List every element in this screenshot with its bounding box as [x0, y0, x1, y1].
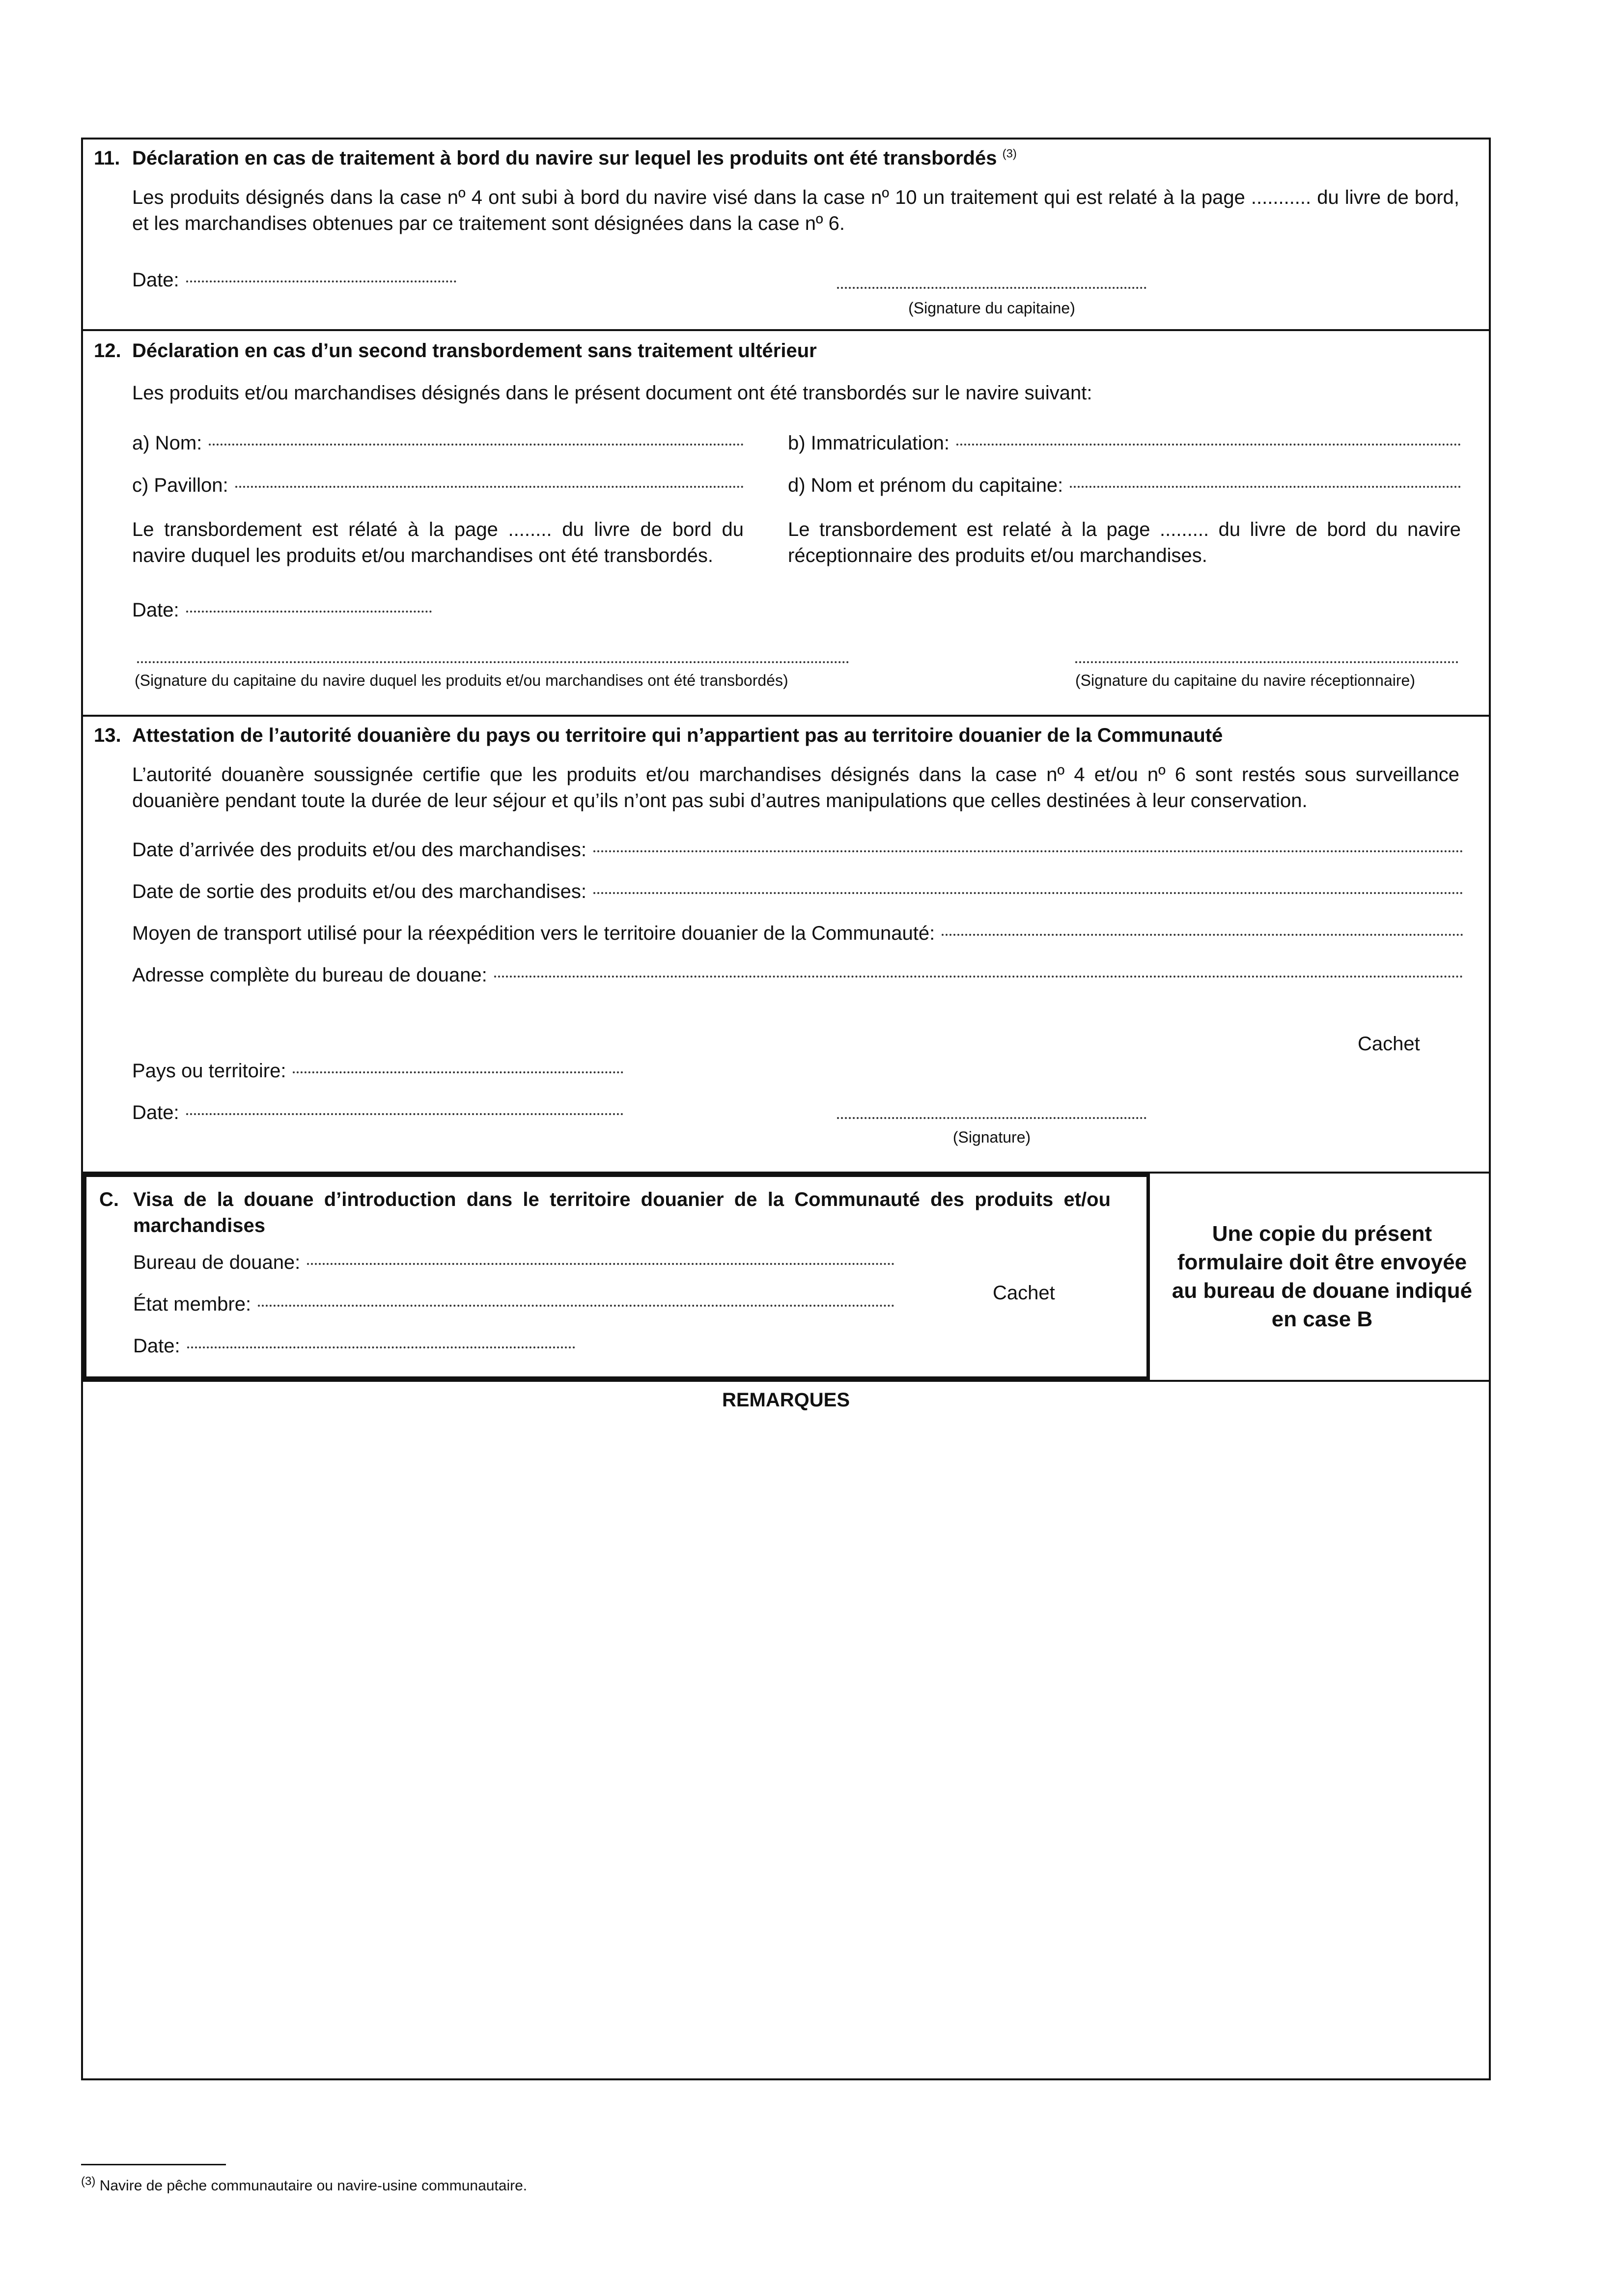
- adresse-bureau-field[interactable]: [132, 962, 1463, 988]
- etat-membre-field[interactable]: [133, 1291, 894, 1317]
- section-12-date-line: [186, 611, 432, 613]
- section-12-number: 12.: [94, 340, 121, 362]
- section-11-date-line: [186, 280, 456, 282]
- box-c-title: Visa de la douane d’introduction dans le territoire douanier de la Communauté des produits et/ou marchandises: [133, 1189, 1111, 1236]
- box-c-date-line: [187, 1346, 575, 1348]
- section-11-number: 11.: [94, 147, 120, 169]
- date-sortie-line: [593, 892, 1463, 894]
- footnote-rule: [81, 2164, 226, 2165]
- section-11-signature-line[interactable]: [837, 287, 1146, 289]
- section-12-signature-label-left: (Signature du capitaine du navire duquel les produits et/ou marchandises ont été transbordés): [135, 672, 788, 689]
- immatriculation-field[interactable]: [788, 430, 1461, 456]
- nom-label: a) Nom:: [132, 432, 202, 454]
- footnote-ref: (3): [81, 2175, 96, 2188]
- bureau-douane-label: Bureau de douane:: [133, 1252, 301, 1273]
- section-13-date-field[interactable]: [132, 1100, 623, 1126]
- section-12: [83, 331, 1489, 717]
- section-11-title: [132, 145, 1469, 171]
- etat-membre-label: État membre:: [133, 1293, 251, 1315]
- adresse-bureau-line: [494, 976, 1463, 978]
- box-c: [83, 1174, 1150, 1380]
- section-11-date-label: Date:: [132, 269, 179, 291]
- pavillon-label: c) Pavillon:: [132, 475, 228, 496]
- section-12-intro: Les produits et/ou marchandises désignés dans le présent document ont été transbordés sur le navire suivant:: [132, 382, 1092, 404]
- bureau-douane-field[interactable]: [133, 1250, 894, 1276]
- footnote: [81, 2174, 527, 2196]
- section-11-text: Les produits désignés dans la case nº 4 ont subi à bord du navire visé dans la case nº 10 un traitement qui est relaté à la page ........... du livre de bord, et les marchandises obtenues par ce traitement sont désignées dans la case nº 6.: [132, 187, 1459, 234]
- pavillon-field[interactable]: [132, 473, 744, 499]
- copy-note: [1151, 1174, 1493, 1380]
- section-13-title: Attestation de l’autorité douanière du pays ou territoire qui n’appartient pas au territoire douanier de la Communauté: [132, 725, 1223, 746]
- box-c-date-label: Date:: [133, 1335, 180, 1357]
- section-12-title: Déclaration en cas d’un second transbordement sans traitement ultérieur: [132, 340, 817, 362]
- section-12-signature-line-left[interactable]: [137, 661, 849, 663]
- footnote-text: Navire de pêche communautaire ou navire-usine communautaire.: [99, 2178, 528, 2194]
- adresse-bureau-label: Adresse complète du bureau de douane:: [132, 964, 487, 986]
- etat-membre-line: [258, 1305, 894, 1307]
- box-c-date-field[interactable]: [133, 1333, 575, 1359]
- section-11-title-text: Déclaration en cas de traitement à bord du navire sur lequel les produits ont été transbordés: [132, 147, 997, 169]
- copy-note-text: Une copie du présent formulaire doit être envoyée au bureau de douane indiqué en case B: [1172, 1221, 1473, 1332]
- pavillon-line: [235, 486, 744, 488]
- pays-territoire-line: [293, 1071, 623, 1073]
- remarques-divider: [83, 1380, 1489, 1382]
- immatriculation-line: [956, 444, 1461, 446]
- nom-field[interactable]: [132, 430, 744, 456]
- section-12-left-text: Le transbordement est rélaté à la page ........ du livre de bord du navire duquel les produits et/ou marchandises ont été transbordés.: [132, 519, 744, 566]
- date-arrivee-label: Date d’arrivée des produits et/ou des marchandises:: [132, 839, 586, 861]
- remarques-heading: REMARQUES: [722, 1389, 850, 1411]
- section-11-footnote-ref: (3): [1002, 147, 1017, 161]
- section-12-signature-label-right: (Signature du capitaine du navire réceptionnaire): [1075, 672, 1415, 689]
- moyen-transport-field[interactable]: [132, 921, 1463, 947]
- section-13-cachet: Cachet: [1358, 1033, 1420, 1055]
- section-13: [83, 717, 1489, 1174]
- bureau-douane-line: [307, 1263, 894, 1265]
- section-12-right-text: Le transbordement est relaté à la page ......... du livre de bord du navire réceptionnaire des produits et/ou marchandises.: [788, 519, 1461, 566]
- moyen-transport-label: Moyen de transport utilisé pour la réexpédition vers le territoire douanier de la Communauté:: [132, 923, 935, 944]
- section-13-date-line: [186, 1113, 623, 1115]
- form-frame: [81, 138, 1491, 2080]
- section-13-date-label: Date:: [132, 1102, 179, 1123]
- section-13-text: L’autorité douanère soussignée certifie que les produits et/ou marchandises désignés dans la case nº 4 et/ou nº 6 sont restés sous surveillance douanière pendant toute la durée de leur séjour et qu’ils n’ont pas subi d’autres manipulations que celles destinées à leur conservation.: [132, 764, 1459, 812]
- box-c-letter: C.: [99, 1189, 119, 1210]
- section-13-signature-label: (Signature): [952, 1128, 1031, 1146]
- section-13-number: 13.: [94, 725, 121, 746]
- pays-territoire-label: Pays ou territoire:: [132, 1060, 286, 1082]
- pays-territoire-field[interactable]: [132, 1058, 623, 1084]
- capitaine-field[interactable]: [788, 473, 1461, 499]
- nom-line: [209, 444, 744, 446]
- section-13-signature-line[interactable]: [837, 1117, 1146, 1119]
- capitaine-label: d) Nom et prénom du capitaine:: [788, 475, 1063, 496]
- moyen-transport-line: [942, 934, 1463, 936]
- date-sortie-field[interactable]: [132, 879, 1463, 905]
- box-c-cachet: Cachet: [993, 1282, 1055, 1304]
- capitaine-line: [1070, 486, 1461, 488]
- date-sortie-label: Date de sortie des produits et/ou des marchandises:: [132, 881, 586, 902]
- date-arrivee-line: [593, 850, 1463, 852]
- section-11: [83, 140, 1489, 331]
- section-11-signature-label: (Signature du capitaine): [908, 299, 1075, 317]
- section-12-signature-line-right[interactable]: [1075, 661, 1458, 663]
- immatriculation-label: b) Immatriculation:: [788, 432, 949, 454]
- date-arrivee-field[interactable]: [132, 837, 1463, 863]
- remarques-area[interactable]: [83, 1382, 1489, 2077]
- section-12-date-field[interactable]: [132, 597, 432, 623]
- section-12-date-label: Date:: [132, 599, 179, 621]
- section-11-date-field[interactable]: [132, 267, 456, 293]
